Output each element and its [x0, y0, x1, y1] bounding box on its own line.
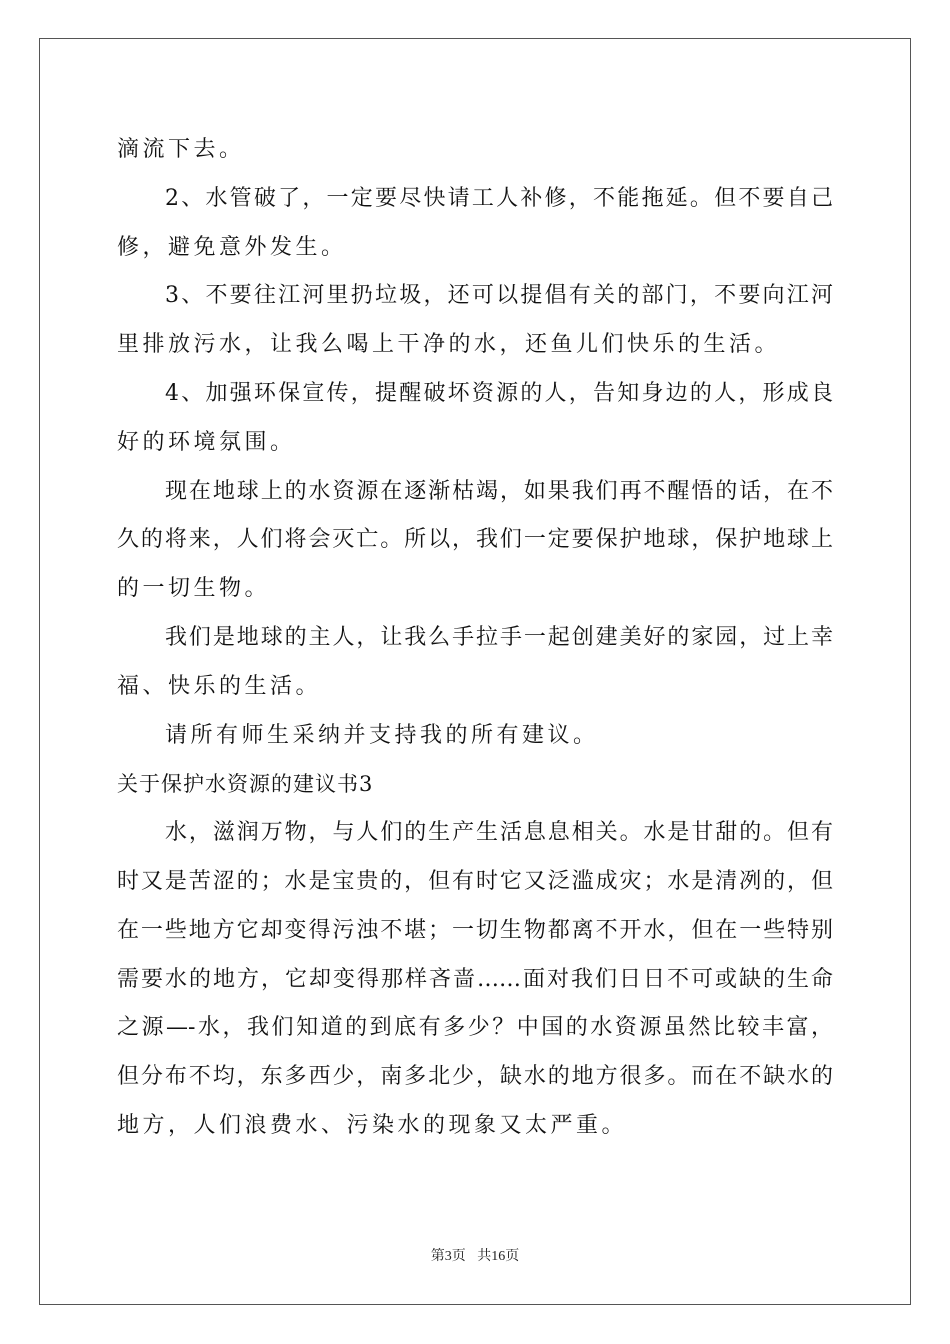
text-line: 4、加强环保宣传，提醒破坏资源的人，告知身边的人，形成良 — [165, 380, 833, 406]
page-footer — [0, 1245, 950, 1265]
page-total: 共16页 — [477, 1249, 520, 1264]
text-line: 现在地球上的水资源在逐渐枯竭，如果我们再不醒悟的话，在不 — [165, 478, 833, 504]
text-line: 3、不要往江河里扔垃圾，还可以提倡有关的部门，不要向江河 — [165, 283, 833, 309]
document-body — [117, 126, 833, 1151]
text-line: 修，避免意外发生。 — [117, 234, 347, 260]
text-line: 我们是地球的主人，让我么手拉手一起创建美好的家园，过上幸 — [165, 624, 833, 650]
text-line: 请所有师生采纳并支持我的所有建议。 — [165, 722, 599, 748]
text-line: 水，滋润万物，与人们的生产生活息息相关。水是甘甜的。但有 — [165, 820, 833, 846]
text-line: 里排放污水，让我么喝上干净的水，还鱼儿们快乐的生活。 — [117, 332, 781, 358]
page-number: 第3页 — [430, 1249, 466, 1264]
text-line: 滴流下去。 — [117, 137, 245, 162]
text-line: 久的将来，人们将会灭亡。所以，我们一定要保护地球，保护地球上 — [117, 527, 833, 553]
text-line: 福、快乐的生活。 — [117, 673, 322, 699]
text-line: 需要水的地方，它却变得那样吝啬……面对我们日日不可或缺的生命 — [117, 966, 833, 992]
text-line: 的一切生物。 — [117, 576, 271, 602]
text-line: 但分布不均，东多西少，南多北少，缺水的地方很多。而在不缺水的 — [117, 1064, 833, 1090]
text-line: 好的环境氛围。 — [117, 429, 296, 455]
text-line: 时又是苦涩的；水是宝贵的，但有时它又泛滥成灾；水是清冽的，但 — [117, 868, 833, 894]
text-line: 在一些地方它却变得污浊不堪；一切生物都离不开水，但在一些特别 — [117, 917, 833, 943]
text-line: 2、水管破了，一定要尽快请工人补修，不能拖延。但不要自己 — [165, 185, 833, 211]
section-heading: 关于保护水资源的建议书3 — [117, 772, 374, 797]
text-line: 地方，人们浪费水、污染水的现象又太严重。 — [117, 1112, 628, 1138]
text-line: 之源—-水，我们知道的到底有多少？中国的水资源虽然比较丰富， — [117, 1015, 833, 1041]
